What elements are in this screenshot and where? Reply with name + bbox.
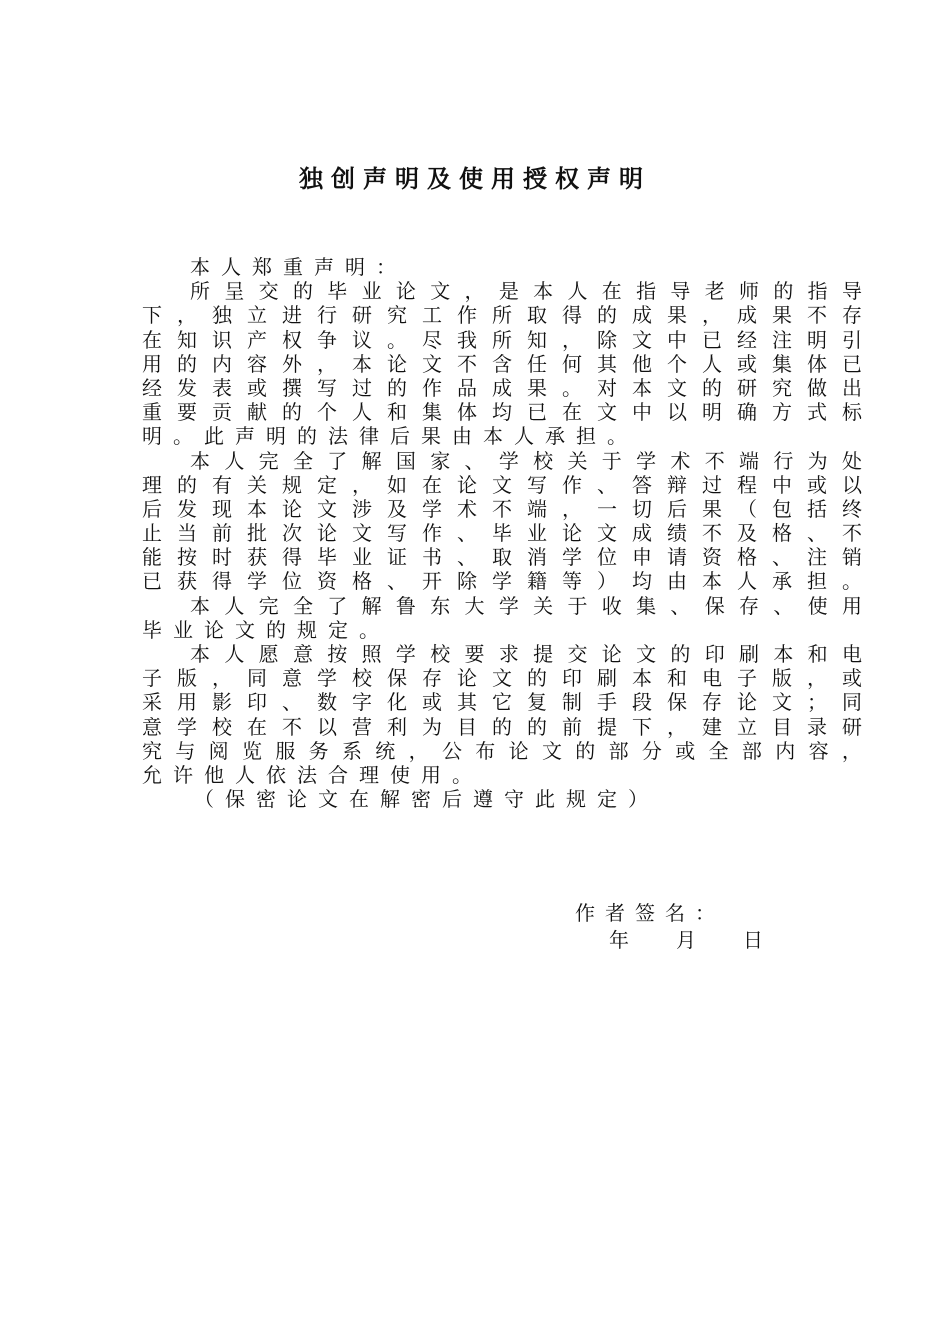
body-line [142,618,862,642]
page-title: 独创声明及使用授权声明 [299,165,651,193]
body-line: 本 人 愿 意 按 照 学 校 要 求 提 交 论 文 的 印 刷 本 和 电 [190,642,862,666]
body-line: 在 知 识 产 权 争 议 。 尽 我 所 知 ， 除 文 中 已 经 注 明 引 [142,327,862,352]
body-line: 经 发 表 或 撰 写 过 的 作 品 成 果 。 对 本 文 的 研 究 做 出 [142,375,862,400]
body-line [142,787,862,811]
body-line: 止 当 前 批 次 论 文 写 作 、 毕 业 论 文 成 绩 不 及 格 、 不 [142,521,862,546]
body-line [142,763,862,787]
body-line: 所 呈 交 的 毕 业 论 文 ， 是 本 人 在 指 导 老 师 的 指 导 [190,279,862,304]
body-line: 重 要 贡 献 的 个 人 和 集 体 均 已 在 文 中 以 明 确 方 式 标 [142,400,862,425]
body-line: 用 的 内 容 外 ， 本 论 文 不 含 任 何 其 他 个 人 或 集 体 已 [142,351,862,376]
body-line-text: 毕业论文的规定。 [142,617,390,642]
body-line: 究 与 阅 览 服 务 系 统 ， 公 布 论 文 的 部 分 或 全 部 内 容 ， [142,738,862,763]
body-line: 子 版 ， 同 意 学 校 保 存 论 文 的 印 刷 本 和 电 子 版 ， 或 [142,666,862,691]
body-line-text: 允许他人依法合理使用。 [142,762,483,787]
body-line: 本 人 完 全 了 解 国 家 、 学 校 关 于 学 术 不 端 行 为 处 [190,448,862,473]
body-line [142,424,862,448]
body-line: 采 用 影 印 、 数 字 化 或 其 它 复 制 手 段 保 存 论 文 ； 同 [142,690,862,715]
body-line: 已 获 得 学 位 资 格 、 开 除 学 籍 等 ） 均 由 本 人 承 担 。 [142,569,862,594]
body-line: 下 ， 独 立 进 行 研 究 工 作 所 取 得 的 成 果 ， 成 果 不 存 [142,303,862,328]
date-day-label: 日 [743,928,763,952]
body-line-text: （保密论文在解密后遵守此规定） [194,787,659,812]
body-line: 理 的 有 关 规 定 ， 如 在 论 文 写 作 、 答 辩 过 程 中 或 以 [142,472,862,497]
body-line: 本 人 完 全 了 解 鲁 东 大 学 关 于 收 集 、 保 存 、 使 用 [190,593,862,618]
date-year-label: 年 [609,928,629,952]
body-line-text: 本人郑重声明： [190,255,407,279]
body-line: 后 发 现 本 论 文 涉 及 学 术 不 端 ， 一 切 后 果 （ 包 括 终 [142,496,862,521]
signature-date [0,924,950,952]
declaration-body [142,255,862,811]
body-line: 意 学 校 在 不 以 营 利 为 目 的 的 前 提 下 ， 建 立 目 录 研 [142,714,862,739]
body-line: 能 按 时 获 得 毕 业 证 书 、 取 消 学 位 申 请 资 格 、 注 销 [142,545,862,570]
body-line-text: 明。此声明的法律后果由本人承担。 [142,424,638,449]
author-signature-label: 作者签名： [575,901,725,925]
date-month-label: 月 [676,928,696,952]
body-line [142,255,862,279]
